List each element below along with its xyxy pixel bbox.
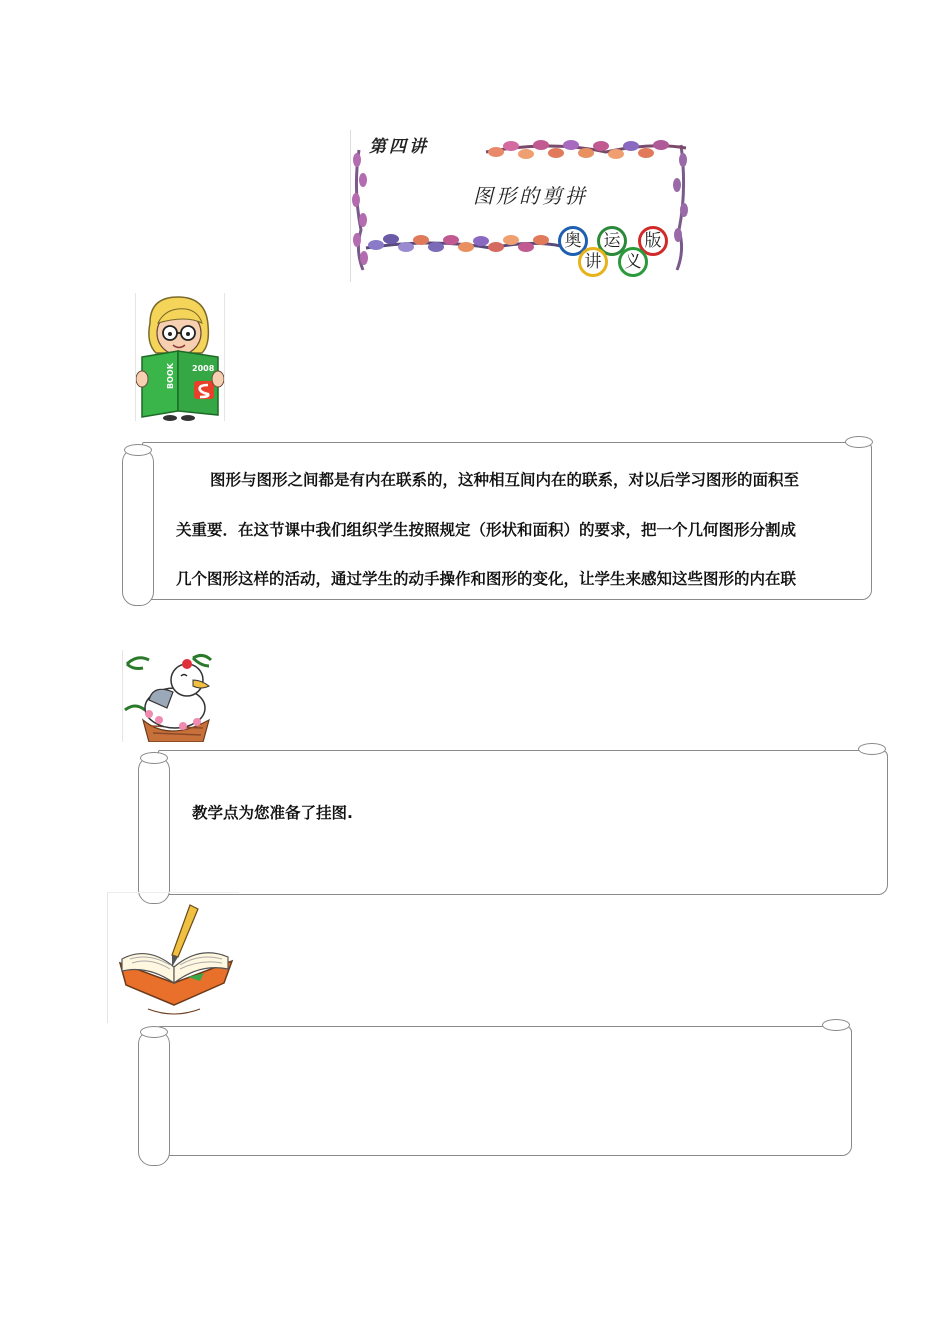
olympic-ring-green: 运 (597, 226, 627, 256)
girl-reading-book-icon (135, 293, 225, 421)
lecture-title-banner (350, 130, 689, 282)
olympic-ring-red: 版 (638, 226, 668, 256)
intro-scroll-panel (120, 434, 895, 612)
lecture-title: 图形的剪拼 (473, 184, 588, 208)
olympic-ring-yellow: 讲 (578, 247, 608, 277)
open-book-with-pen-icon (107, 892, 239, 1023)
book-year-label: 2008 (192, 364, 215, 373)
lecture-number: 第四讲 (369, 137, 429, 157)
resource-scroll-panel (136, 740, 910, 908)
intro-paragraph-line-2: 关重要．在这节课中我们组织学生按照规定（形状和面积）的要求，把一个几何图形分割成 (176, 521, 797, 539)
notes-scroll-panel (136, 1016, 856, 1170)
intro-paragraph-line-3: 几个图形这样的活动，通过学生的动手操作和图形的变化，让学生来感知这些图形的内在联 (176, 570, 797, 588)
resource-note-text: 教学点为您准备了挂图. (192, 804, 353, 822)
bird-in-nest-icon (122, 650, 213, 742)
intro-paragraph-line-1: 图形与图形之间都是有内在联系的，这种相互间内在的联系，对以后学习图形的面积至 (210, 471, 800, 489)
olympic-ring-blue: 奥 (558, 226, 588, 256)
olympic-ring-green-2: 义 (618, 247, 648, 277)
book-word-label: BOOK (166, 363, 175, 389)
